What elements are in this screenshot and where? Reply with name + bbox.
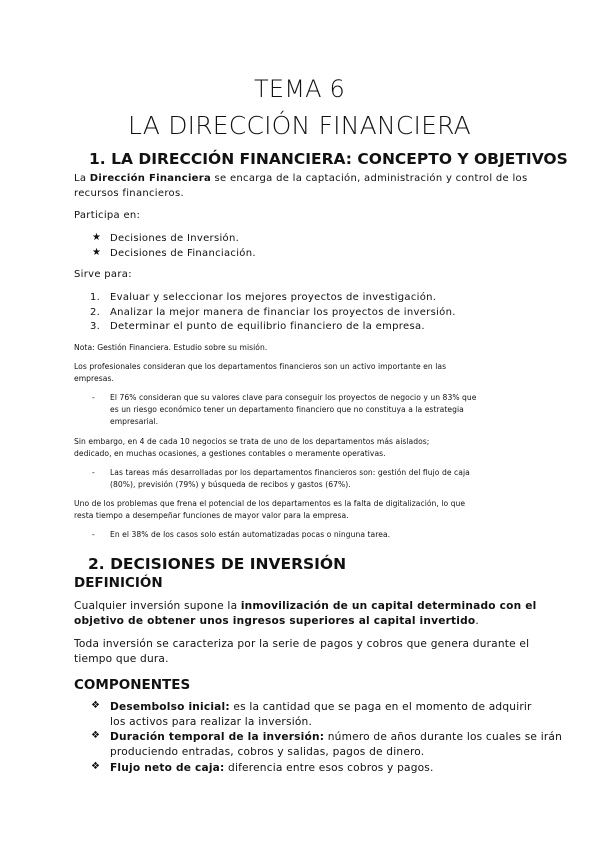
section-2-heading: 2. DECISIONES DE INVERSIÓN [88, 555, 347, 573]
componentes-heading: COMPONENTES [74, 677, 191, 693]
title-line-2: LA DIRECCIÓN FINANCIERA [128, 111, 471, 140]
sirve-label: Sirve para: [74, 269, 132, 280]
diamond-bullet-icon: ❖ [91, 730, 100, 741]
sirve-item-3: Determinar el punto de equilibrio financiero de la empresa. [110, 321, 425, 332]
dash-bullet: - [92, 393, 95, 402]
list-number: 2. [90, 307, 101, 318]
comp1-rest: es la cantidad que se paga en el momento de adquirir [229, 701, 532, 713]
comp2-rest: número de años durante los cuales se irán [324, 731, 563, 743]
intro-line-2: recursos financieros. [74, 188, 184, 199]
nota-line: Nota: Gestión Financiera. Estudio sobre su misión. [74, 343, 268, 352]
dash-bullet: - [92, 468, 95, 477]
intro-post: se encarga de la captación, administración y control de los [211, 173, 528, 184]
toda-line-2: tiempo que dura. [74, 653, 169, 665]
bullet1-line-3: empresarial. [110, 417, 159, 426]
def-bold-1: inmovilización de un capital determinado con el [240, 600, 537, 612]
prof-line-2: empresas. [74, 374, 114, 383]
sirve-item-1: Evaluar y seleccionar los mejores proyectos de investigación. [110, 292, 437, 303]
bullet2-line-1: Las tareas más desarrolladas por los departamentos financieros son: gestión del flujo de caja [110, 468, 470, 477]
dash-bullet: - [92, 530, 95, 539]
toda-line-1: Toda inversión se caracteriza por la serie de pagos y cobros que genera durante el [74, 638, 530, 650]
bullet2-line-2: (80%), previsión (79%) y búsqueda de recibos y gastos (67%). [110, 480, 351, 489]
diamond-bullet-icon: ❖ [91, 700, 100, 711]
participa-item-2: Decisiones de Financiación. [110, 248, 256, 259]
comp2-line-1 [110, 731, 562, 743]
comp2-line-2: produciendo entradas, cobros y salidas, pagos de dinero. [110, 746, 425, 758]
participa-item-1: Decisiones de Inversión. [110, 233, 240, 244]
participa-label: Participa en: [74, 210, 141, 221]
star-bullet-icon: ★ [92, 232, 101, 243]
comp1-line-2: los activos para realizar la inversión. [110, 716, 313, 728]
bullet1-line-1: El 76% consideran que su valores clave para conseguir los proyectos de negocio y un 83% que [110, 393, 477, 402]
sirve-item-2: Analizar la mejor manera de financiar los proyectos de inversión. [110, 307, 456, 318]
intro-pre: La [74, 173, 90, 184]
star-bullet-icon: ★ [92, 247, 101, 258]
def-pre: Cualquier inversión supone la [74, 600, 241, 612]
def-line-2 [74, 615, 479, 627]
list-number: 1. [90, 292, 101, 303]
bullet3-line: En el 38% de los casos solo están automatizadas pocas o ninguna tarea. [110, 530, 391, 539]
def-post: . [475, 615, 479, 627]
title-line-1: TEMA 6 [253, 75, 346, 103]
diamond-bullet-icon: ❖ [91, 761, 100, 772]
uno-line-2: resta tiempo a desempeñar funciones de mayor valor para la empresa. [74, 511, 349, 520]
comp3-bold: Flujo neto de caja: [110, 762, 225, 774]
list-number: 3. [90, 321, 101, 332]
prof-line-1: Los profesionales consideran que los departamentos financieros son un activo importante en las [74, 362, 447, 371]
comp3-line [110, 762, 434, 774]
uno-line-1: Uno de los problemas que frena el potencial de los departamentos es la falta de digitalización, lo que [74, 499, 466, 508]
bullet1-line-2: es un riesgo económico tener un departamento financiero que no constituya a la estrategia [110, 405, 464, 414]
intro-bold: Dirección Financiera [89, 173, 212, 184]
comp1-bold: Desembolso inicial: [110, 701, 230, 713]
definicion-heading: DEFINICIÓN [74, 575, 163, 591]
comp1-line-1 [110, 701, 532, 713]
comp2-bold: Duración temporal de la inversión: [110, 731, 325, 743]
section-1-heading: 1. LA DIRECCIÓN FINANCIERA: CONCEPTO Y OBJETIVOS [89, 150, 568, 168]
def-line-1 [74, 600, 536, 612]
sin-line-2: dedicado, en muchas ocasiones, a gestiones contables o meramente operativas. [74, 449, 386, 458]
sin-line-1: Sin embargo, en 4 de cada 10 negocios se trata de uno de los departamentos más aislados; [74, 437, 430, 446]
intro-line-1 [74, 173, 527, 184]
def-bold-2: objetivo de obtener unos ingresos superiores al capital invertido [74, 615, 476, 627]
comp3-rest: diferencia entre esos cobros y pagos. [224, 762, 434, 774]
